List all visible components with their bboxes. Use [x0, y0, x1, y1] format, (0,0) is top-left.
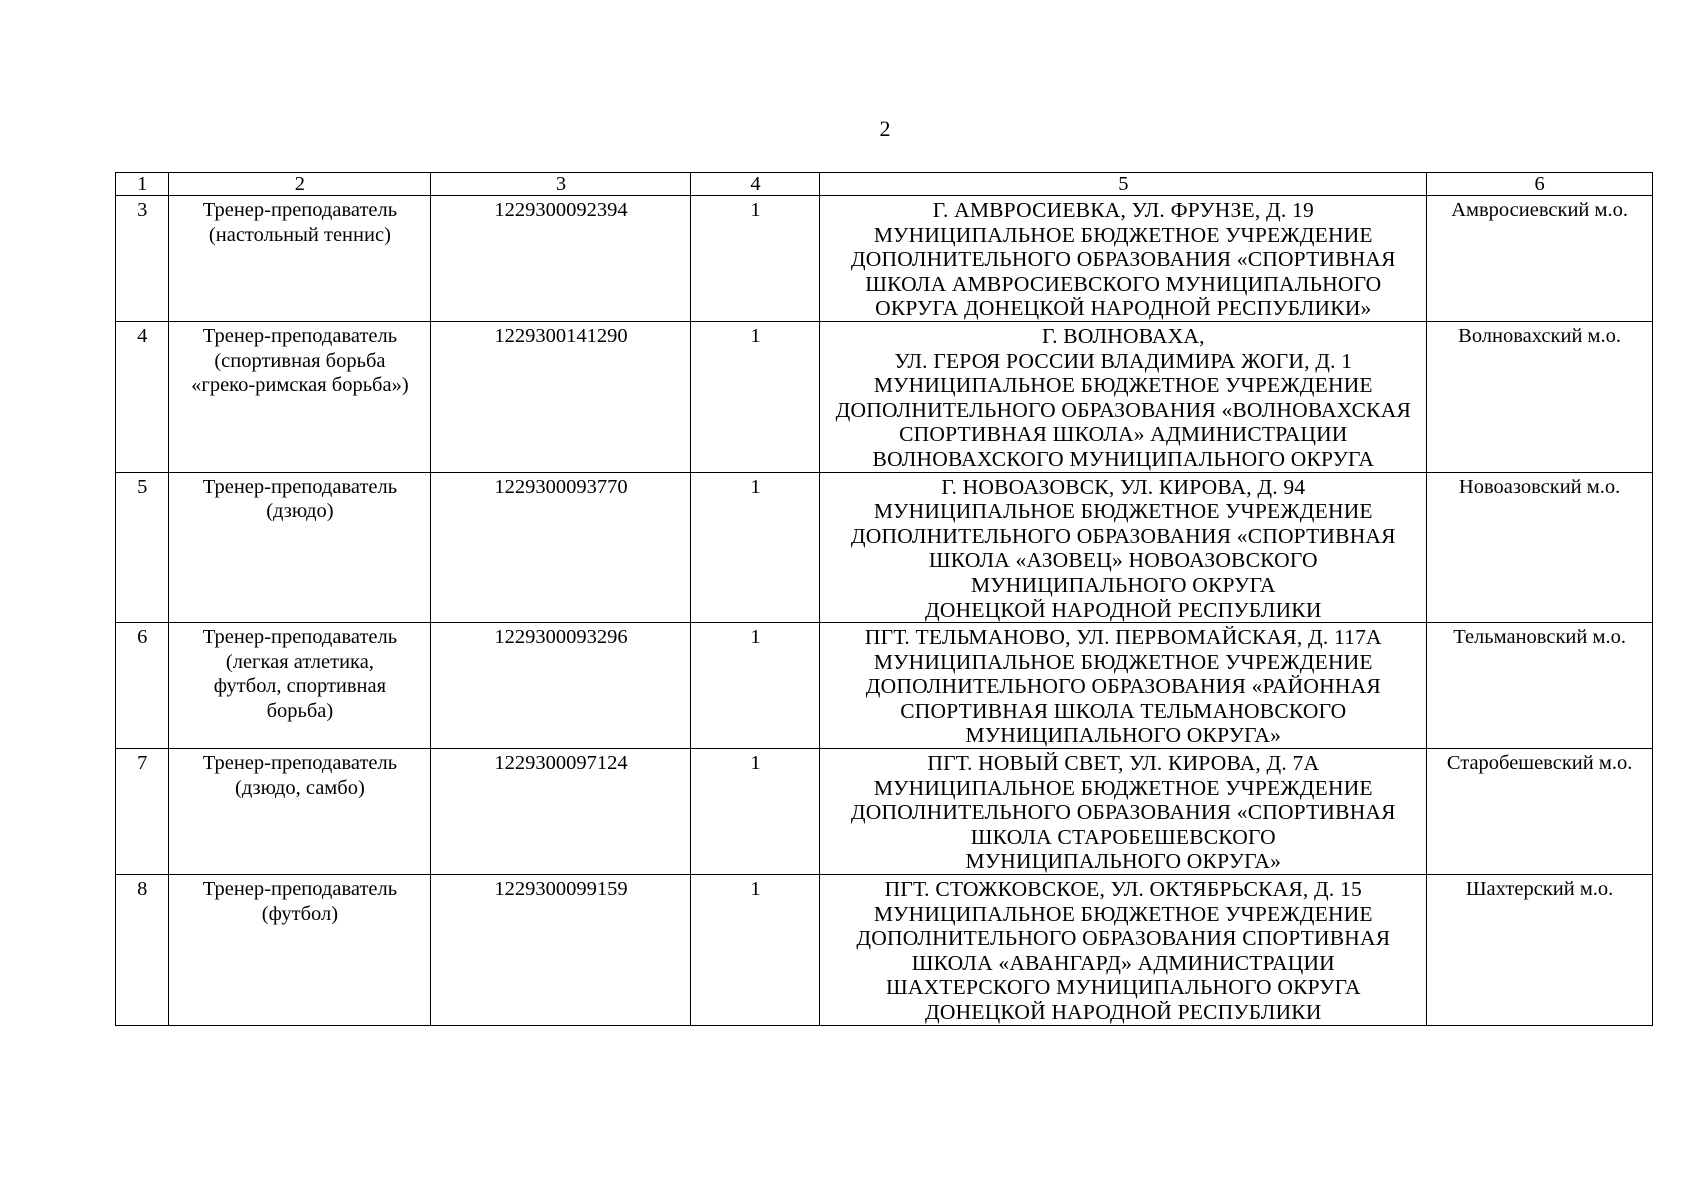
- address-cell-line: ДОПОЛНИТЕЛЬНОГО ОБРАЗОВАНИЯ «РАЙОННАЯ: [865, 674, 1381, 699]
- vacancy-code-cell-text: 1229300093770: [494, 475, 628, 498]
- row-number-cell: [116, 196, 169, 322]
- address-cell-line: СПОРТИВНАЯ ШКОЛА» АДМИНИСТРАЦИИ: [899, 422, 1348, 447]
- row-number-cell: [116, 623, 169, 749]
- address-cell-line: ДОПОЛНИТЕЛЬНОГО ОБРАЗОВАНИЯ «СПОРТИВНАЯ: [850, 800, 1396, 825]
- header-cell: 2: [169, 173, 431, 196]
- vacancy-count-cell-text: 1: [750, 475, 761, 498]
- row-number-cell-text: 3: [137, 199, 148, 221]
- vacancy-code-cell: [431, 472, 691, 623]
- address-cell-line: ШКОЛА «АЗОВЕЦ» НОВОАЗОВСКОГО: [928, 548, 1318, 573]
- vacancy-code-cell-text: 1229300093296: [494, 626, 628, 649]
- address-cell-line: ДОПОЛНИТЕЛЬНОГО ОБРАЗОВАНИЯ «СПОРТИВНАЯ: [850, 247, 1396, 272]
- address-cell-line: МУНИЦИПАЛЬНОЕ БЮДЖЕТНОЕ УЧРЕЖДЕНИЕ: [873, 901, 1373, 926]
- address-cell-line: ОКРУГА ДОНЕЦКОЙ НАРОДНОЙ РЕСПУБЛИКИ»: [875, 296, 1372, 321]
- address-cell: [820, 623, 1427, 749]
- table-row: [116, 749, 1653, 875]
- address-cell-line: МУНИЦИПАЛЬНОГО ОКРУГА»: [965, 849, 1282, 874]
- address-cell-line: МУНИЦИПАЛЬНОЕ БЮДЖЕТНОЕ УЧРЕЖДЕНИЕ: [873, 775, 1373, 800]
- vacancy-count-cell: [691, 472, 820, 623]
- row-number-cell-text: 7: [137, 752, 148, 775]
- address-cell-line: ДОНЕЦКОЙ НАРОДНОЙ РЕСПУБЛИКИ: [925, 1000, 1322, 1024]
- page-number: 2: [879, 116, 891, 141]
- address-cell-line: ДОПОЛНИТЕЛЬНОГО ОБРАЗОВАНИЯ «СПОРТИВНАЯ: [850, 523, 1396, 548]
- position-cell-line: Тренер-преподаватель: [202, 475, 398, 498]
- district-cell: [1427, 623, 1653, 749]
- address-cell-line: Г. АМВРОСИЕВКА, УЛ. ФРУНЗЕ, Д. 19: [932, 198, 1314, 222]
- vacancy-count-cell: [691, 623, 820, 749]
- vacancy-count-cell-text: 1: [750, 199, 761, 221]
- vacancy-count-cell: [691, 749, 820, 875]
- district-cell: [1427, 749, 1653, 875]
- address-cell: [820, 472, 1427, 623]
- vacancy-table: [115, 172, 1653, 1026]
- district-cell-text: Тельмановский м.о.: [1453, 626, 1626, 649]
- district-cell-text: Волновахский м.о.: [1458, 324, 1622, 347]
- vacancy-code-cell: [431, 321, 691, 472]
- position-cell: [169, 623, 431, 749]
- position-cell-line: Тренер-преподаватель: [202, 878, 398, 901]
- row-number-cell-text: 5: [137, 475, 148, 498]
- header-cell: 4: [691, 173, 820, 196]
- position-cell-line: футбол, спортивная: [213, 675, 387, 698]
- table-row: [116, 472, 1653, 623]
- row-number-cell: [116, 749, 169, 875]
- address-cell-line: ШКОЛА СТАРОБЕШЕВСКОГО: [970, 824, 1276, 849]
- vacancy-count-cell-text: 1: [750, 626, 761, 649]
- row-number-cell-text: 6: [137, 626, 148, 649]
- position-cell: [169, 472, 431, 623]
- vacancy-count-cell: [691, 196, 820, 322]
- row-number-cell: [116, 875, 169, 1026]
- address-cell-line: Г. НОВОАЗОВСК, УЛ. КИРОВА, Д. 94: [941, 474, 1306, 499]
- address-cell-line: СПОРТИВНАЯ ШКОЛА ТЕЛЬМАНОВСКОГО: [900, 698, 1347, 723]
- table-row: [116, 196, 1653, 322]
- district-cell: [1427, 196, 1653, 322]
- address-cell-line: МУНИЦИПАЛЬНОЕ БЮДЖЕТНОЕ УЧРЕЖДЕНИЕ: [873, 373, 1373, 398]
- address-cell-line: МУНИЦИПАЛЬНОЕ БЮДЖЕТНОЕ УЧРЕЖДЕНИЕ: [873, 222, 1373, 247]
- header-cell: 6: [1427, 173, 1653, 196]
- address-cell-line: ДОПОЛНИТЕЛЬНОГО ОБРАЗОВАНИЯ СПОРТИВНАЯ: [856, 926, 1391, 951]
- address-cell-line: МУНИЦИПАЛЬНОГО ОКРУГА»: [965, 723, 1282, 748]
- address-cell-line: МУНИЦИПАЛЬНОГО ОКРУГА: [971, 572, 1276, 597]
- district-cell-text: Шахтерский м.о.: [1465, 878, 1614, 901]
- position-cell-line: борьба): [266, 699, 334, 722]
- vacancy-code-cell: [431, 196, 691, 322]
- address-cell-line: ДОНЕЦКОЙ НАРОДНОЙ РЕСПУБЛИКИ: [925, 597, 1322, 622]
- address-cell-line: ПГТ. СТОЖКОВСКОЕ, УЛ. ОКТЯБРЬСКАЯ, Д. 15: [884, 877, 1362, 902]
- address-cell-line: МУНИЦИПАЛЬНОЕ БЮДЖЕТНОЕ УЧРЕЖДЕНИЕ: [873, 499, 1373, 524]
- address-cell-line: Г. ВОЛНОВАХА,: [1041, 323, 1205, 348]
- vacancy-code-cell-text: 1229300099159: [494, 878, 628, 901]
- position-cell: [169, 875, 431, 1026]
- address-cell: [820, 875, 1427, 1026]
- position-cell-line: (спортивная борьба: [214, 349, 386, 372]
- vacancy-code-cell-text: 1229300092394: [494, 199, 628, 221]
- district-cell-text: Амвросиевский м.о.: [1451, 199, 1628, 221]
- position-cell-line: Тренер-преподаватель: [202, 324, 398, 347]
- position-cell-line: Тренер-преподаватель: [202, 752, 398, 775]
- vacancy-count-cell: [691, 875, 820, 1026]
- district-cell-text: Новоазовский м.о.: [1458, 475, 1621, 498]
- vacancy-count-cell-text: 1: [750, 752, 761, 775]
- vacancy-code-cell: [431, 623, 691, 749]
- address-cell-line: ДОПОЛНИТЕЛЬНОГО ОБРАЗОВАНИЯ «ВОЛНОВАХСКАЯ: [835, 397, 1411, 422]
- address-cell-line: ПГТ. ТЕЛЬМАНОВО, УЛ. ПЕРВОМАЙСКАЯ, Д. 117А: [864, 625, 1382, 650]
- row-number-cell: [116, 472, 169, 623]
- address-cell: [820, 321, 1427, 472]
- position-cell-line: (настольный теннис): [208, 223, 391, 246]
- table-header-row: [116, 173, 1653, 196]
- header-cell: 5: [820, 173, 1427, 196]
- position-cell-line: (дзюдо): [266, 500, 334, 523]
- position-cell-line: «греко-римская борьба»): [191, 374, 409, 397]
- vacancy-code-cell-text: 1229300141290: [494, 324, 628, 347]
- vacancy-code-cell: [431, 749, 691, 875]
- position-cell-line: (дзюдо, самбо): [235, 776, 365, 799]
- position-cell-line: Тренер-преподаватель: [202, 626, 398, 649]
- district-cell-text: Старобешевский м.о.: [1446, 752, 1633, 775]
- position-cell: [169, 749, 431, 875]
- table-row: [116, 875, 1653, 1026]
- vacancy-code-cell: [431, 875, 691, 1026]
- row-number-cell-text: 4: [137, 324, 148, 347]
- address-cell-line: ШАХТЕРСКОГО МУНИЦИПАЛЬНОГО ОКРУГА: [885, 975, 1361, 1000]
- address-cell: [820, 749, 1427, 875]
- vacancy-count-cell: [691, 321, 820, 472]
- position-cell-line: Тренер-преподаватель: [202, 199, 398, 221]
- address-cell-line: ШКОЛА АМВРОСИЕВСКОГО МУНИЦИПАЛЬНОГО: [865, 271, 1382, 296]
- district-cell: [1427, 472, 1653, 623]
- position-cell-line: (футбол): [261, 902, 339, 925]
- address-cell-line: ПГТ. НОВЫЙ СВЕТ, УЛ. КИРОВА, Д. 7А: [927, 751, 1320, 776]
- vacancy-code-cell-text: 1229300097124: [494, 752, 628, 775]
- district-cell: [1427, 321, 1653, 472]
- vacancy-count-cell-text: 1: [750, 878, 761, 901]
- address-cell-line: УЛ. ГЕРОЯ РОССИИ ВЛАДИМИРА ЖОГИ, Д. 1: [894, 348, 1353, 373]
- position-cell: [169, 321, 431, 472]
- district-cell: [1427, 875, 1653, 1026]
- position-cell: [169, 196, 431, 322]
- row-number-cell-text: 8: [137, 878, 148, 901]
- table-row: [116, 321, 1653, 472]
- position-cell-line: (легкая атлетика,: [225, 650, 374, 673]
- header-cell: 1: [116, 173, 169, 196]
- header-cell: 3: [431, 173, 691, 196]
- row-number-cell: [116, 321, 169, 472]
- address-cell-line: МУНИЦИПАЛЬНОЕ БЮДЖЕТНОЕ УЧРЕЖДЕНИЕ: [873, 649, 1373, 674]
- address-cell-line: ВОЛНОВАХСКОГО МУНИЦИПАЛЬНОГО ОКРУГА: [872, 446, 1375, 471]
- vacancy-count-cell-text: 1: [750, 324, 761, 347]
- address-cell: [820, 196, 1427, 322]
- address-cell-line: ШКОЛА «АВАНГАРД» АДМИНИСТРАЦИИ: [911, 950, 1335, 975]
- table-row: [116, 623, 1653, 749]
